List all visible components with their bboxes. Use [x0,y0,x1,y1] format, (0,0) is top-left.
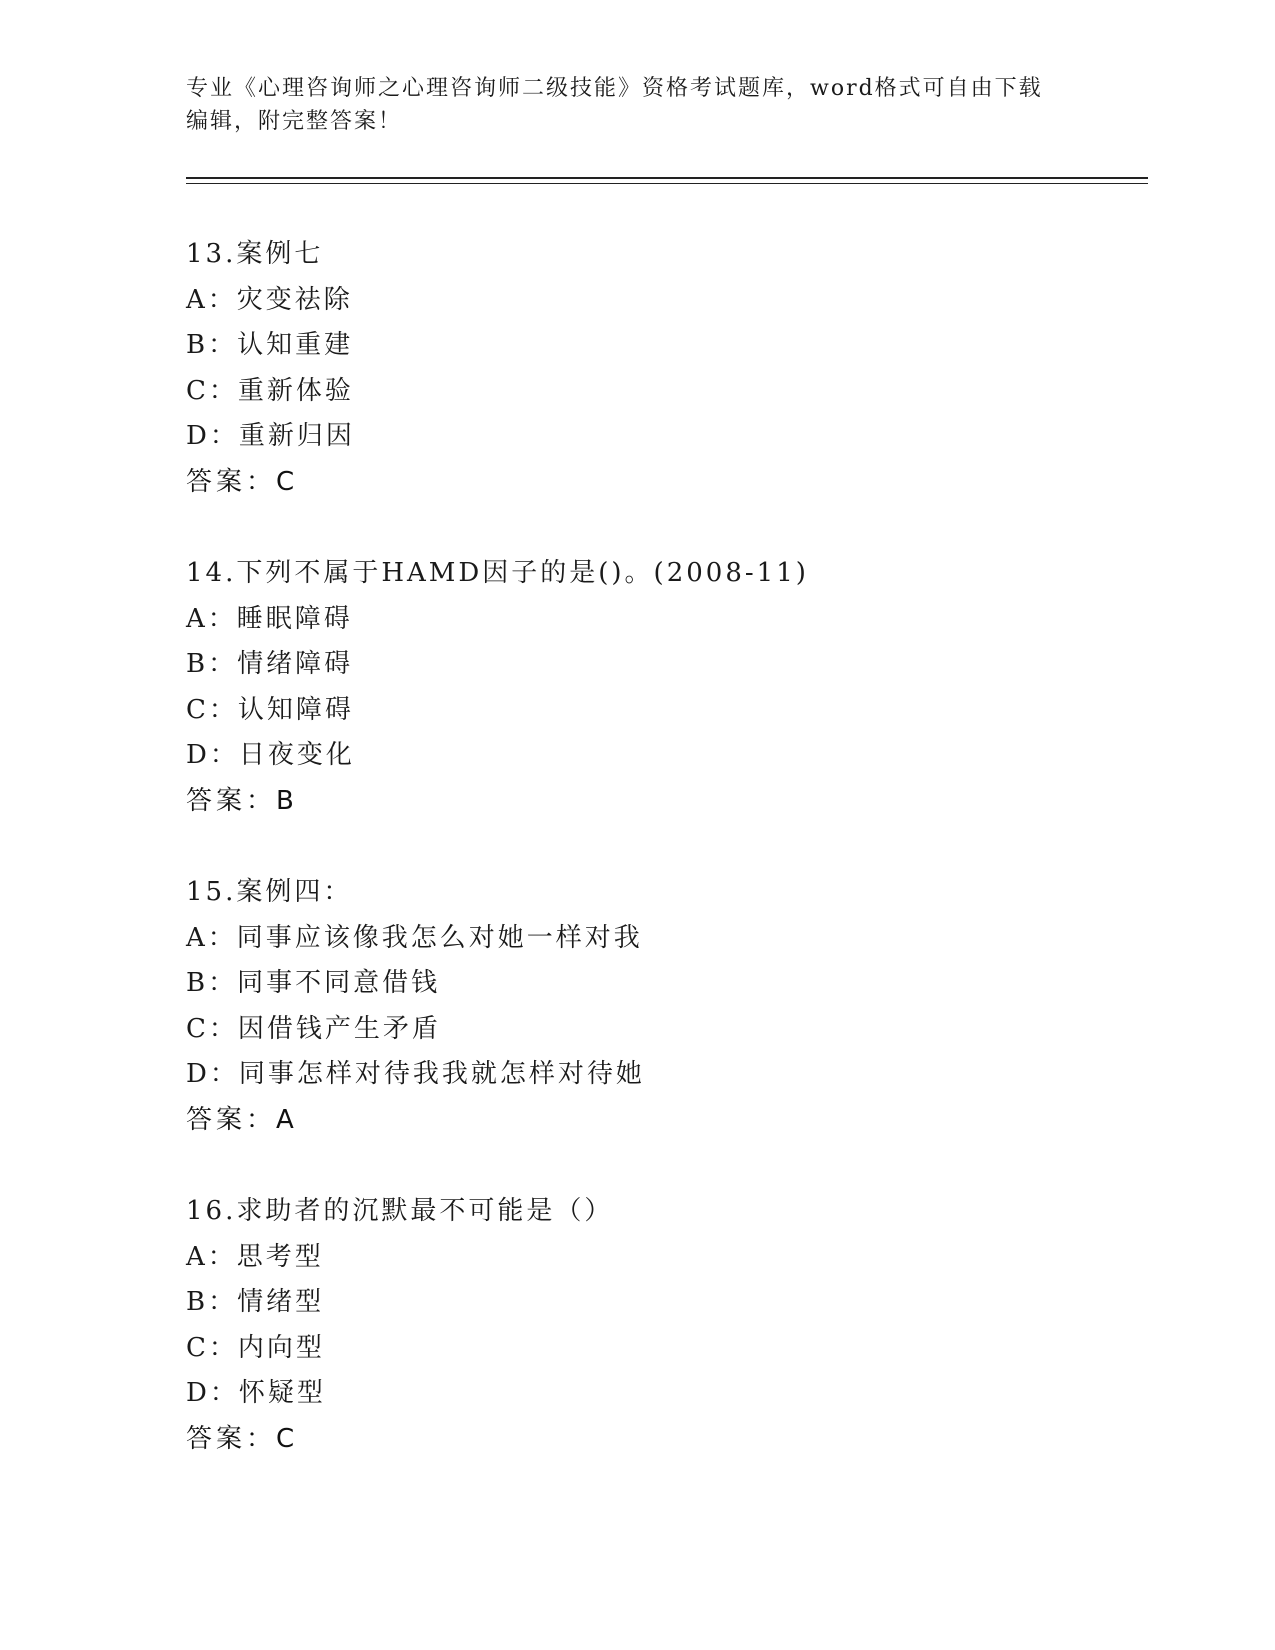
answer-line [186,460,1146,506]
answer-line [186,1417,1146,1463]
option-d: D：重新归因 [186,421,355,451]
header-line-2: 编辑，附完整答案！ [186,109,403,134]
option-c: C：认知障碍 [186,694,354,725]
option-b: B：同事不同意借钱 [186,968,441,998]
option-b: B：认知重建 [186,330,354,360]
answer-label: 答案： [186,466,277,497]
answer-label: 答案： [186,785,277,816]
option-c: C：因借钱产生矛盾 [186,1013,441,1044]
answer-label: 答案： [186,1104,277,1135]
question-list [186,232,1146,1508]
answer-value: A [276,1104,295,1135]
answer-value: C [276,466,296,497]
option-a: A：同事应该像我怎么对她一样对我 [186,922,643,953]
answer-line [186,779,1146,825]
header-line-1: 专业《心理咨询师之心理咨询师二级技能》资格考试题库，word格式可自由下载 [186,76,1043,101]
question-16 [186,1189,1146,1462]
answer-line [186,1098,1146,1144]
option-b: B：情绪障碍 [186,649,354,679]
option-c: C：重新体验 [186,375,354,406]
question-stem: 15.案例四： [186,877,353,907]
header-rule-thin [186,183,1148,184]
option-d: D：同事怎样对待我我就怎样对待她 [186,1059,645,1089]
question-13 [186,232,1146,505]
option-a: A：睡眠障碍 [186,603,353,634]
question-stem: 14.下列不属于HAMD因子的是()。(2008-11) [186,558,809,588]
answer-label: 答案： [186,1423,277,1454]
option-b: B：情绪型 [186,1287,325,1317]
answer-value: B [276,785,295,816]
option-d: D：怀疑型 [186,1378,326,1408]
answer-value: C [276,1423,296,1454]
question-stem: 16.求助者的沉默最不可能是（） [186,1196,614,1226]
option-a: A：思考型 [186,1241,324,1272]
document-header [186,72,1066,138]
question-15 [186,870,1146,1143]
option-c: C：内向型 [186,1332,325,1363]
question-14 [186,551,1146,824]
option-a: A：灾变祛除 [186,284,353,315]
header-rule-thick [186,177,1148,179]
question-stem: 13.案例七 [186,239,324,269]
option-d: D：日夜变化 [186,740,355,770]
